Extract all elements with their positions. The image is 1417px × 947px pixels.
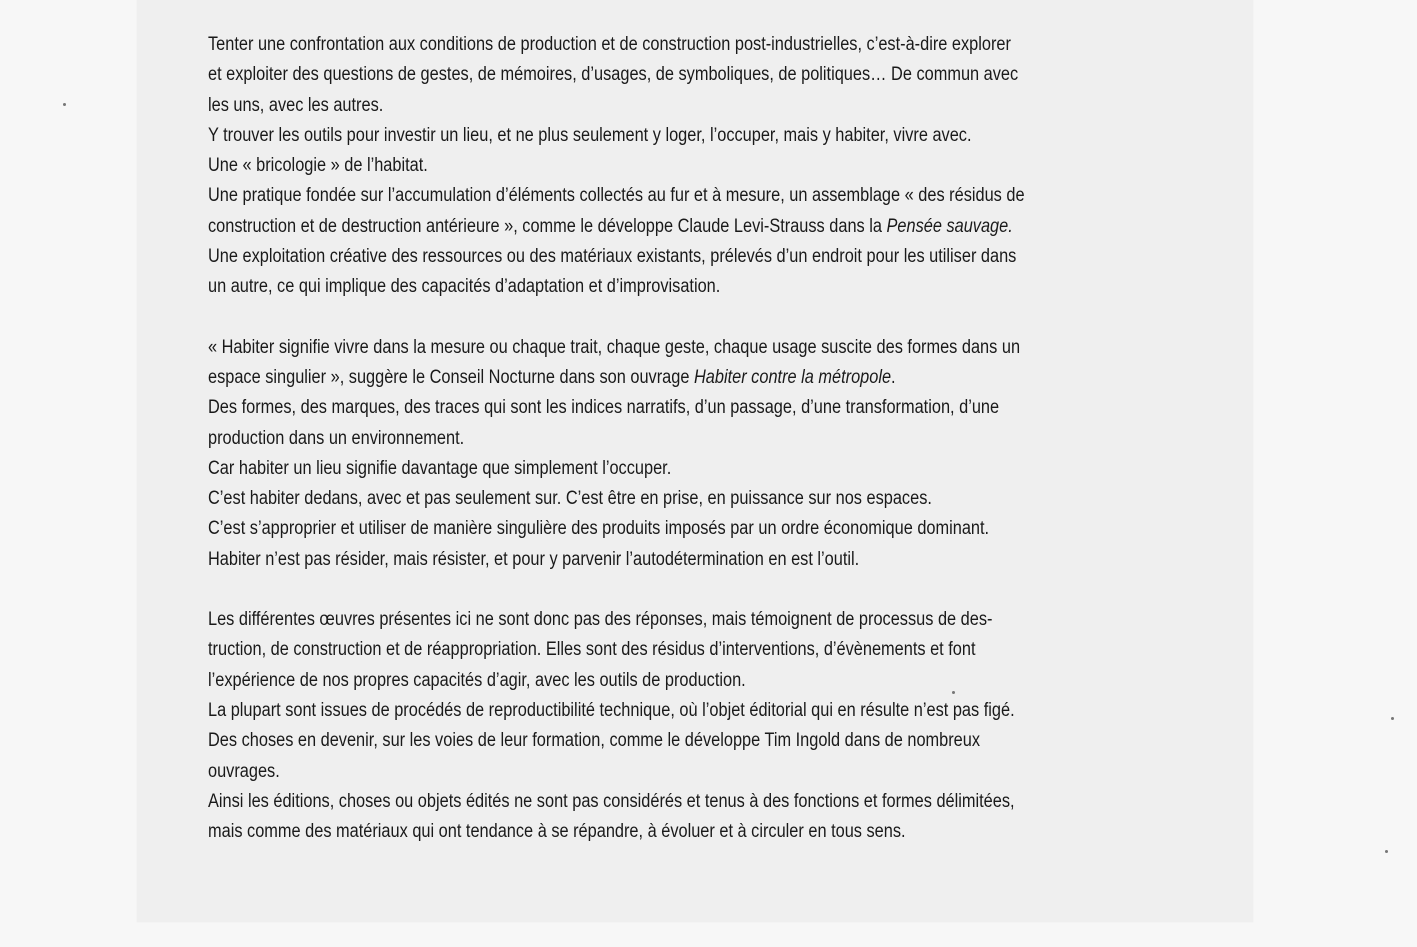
text-line	[208, 363, 1206, 393]
text-line: truction, de construction et de réappropriation. Elles sont des résidus d’interventions, d’évènements et font	[208, 639, 976, 661]
text-line: Ainsi les éditions, choses ou objets édités ne sont pas considérés et tenus à des fonctions et formes délimitées,	[208, 790, 1015, 812]
text-line: Une exploitation créative des ressources ou des matériaux existants, prélevés d’un endroit pour les utiliser dans	[208, 246, 1017, 268]
text-line: C’est habiter dedans, avec et pas seulement sur. C’est être en prise, en puissance sur nos espaces.	[208, 488, 932, 510]
text-line: Une « bricologie » de l’habitat.	[208, 155, 428, 177]
text-line: l’expérience de nos propres capacités d’agir, avec les outils de production.	[208, 669, 746, 691]
book-title: Habiter contre la métropole	[693, 366, 892, 388]
text-line: Une pratique fondée sur l’accumulation d’éléments collectés au fur et à mesure, un assemblage « des résidus de	[208, 185, 1025, 207]
text-line: La plupart sont issues de procédés de reproductibilité technique, où l’objet éditorial qui en résulte n’est pas figé.	[208, 699, 1015, 721]
text-line: mais comme des matériaux qui ont tendance à se répandre, à évoluer et à circuler en tous sens.	[208, 821, 906, 843]
text-line: C’est s’approprier et utiliser de manière singulière des produits imposés par un ordre économique dominant.	[208, 518, 990, 540]
text-line: Y trouver les outils pour investir un lieu, et ne plus seulement y loger, l’occuper, mais y habiter, vivre avec.	[208, 124, 972, 146]
text-line: Habiter n’est pas résider, mais résister, et pour y parvenir l’autodétermination en est l’outil.	[208, 548, 860, 570]
text-segment: construction et de destruction antérieure », comme le développe Claude Levi-Strauss dans la	[208, 215, 887, 237]
text-line: et exploiter des questions de gestes, de mémoires, d’usages, de symboliques, de politiques… De commun avec	[208, 64, 1019, 86]
paragraph-3	[208, 605, 1206, 847]
text-line: un autre, ce qui implique des capacités d’adaptation et d’improvisation.	[208, 276, 721, 298]
text-line: ouvrages.	[208, 760, 280, 782]
text-line: Des formes, des marques, des traces qui sont les indices narratifs, d’un passage, d’une transformation, d’une	[208, 397, 1000, 419]
dust-speck	[1391, 717, 1394, 720]
text-line	[208, 212, 1206, 242]
paragraph-2	[208, 333, 1206, 575]
text-segment: espace singulier », suggère le Conseil Nocturne dans son ouvrage	[208, 366, 694, 388]
text-line: « Habiter signifie vivre dans la mesure ou chaque trait, chaque geste, chaque usage suscite des formes dans un	[208, 336, 1021, 358]
paragraph-1	[208, 30, 1206, 303]
dust-speck	[952, 691, 955, 694]
text-line: Les différentes œuvres présentes ici ne sont donc pas des réponses, mais témoignent de processus de des-	[208, 609, 993, 631]
text-body	[208, 30, 1206, 847]
text-line: Car habiter un lieu signifie davantage que simplement l’occuper.	[208, 457, 672, 479]
text-line: Tenter une confrontation aux conditions de production et de construction post-industrielles, c’est-à-dire explorer	[208, 34, 1011, 55]
book-title: Pensée sauvage.	[886, 215, 1013, 237]
paragraph-gap	[208, 575, 1206, 605]
paragraph-gap	[208, 303, 1206, 333]
text-line: production dans un environnement.	[208, 427, 465, 449]
dust-speck	[1385, 850, 1388, 853]
dust-speck	[63, 103, 66, 106]
text-segment: .	[891, 366, 896, 388]
text-line: les uns, avec les autres.	[208, 94, 384, 116]
text-line: Des choses en devenir, sur les voies de leur formation, comme le développe Tim Ingold dans de nombreux	[208, 730, 981, 752]
